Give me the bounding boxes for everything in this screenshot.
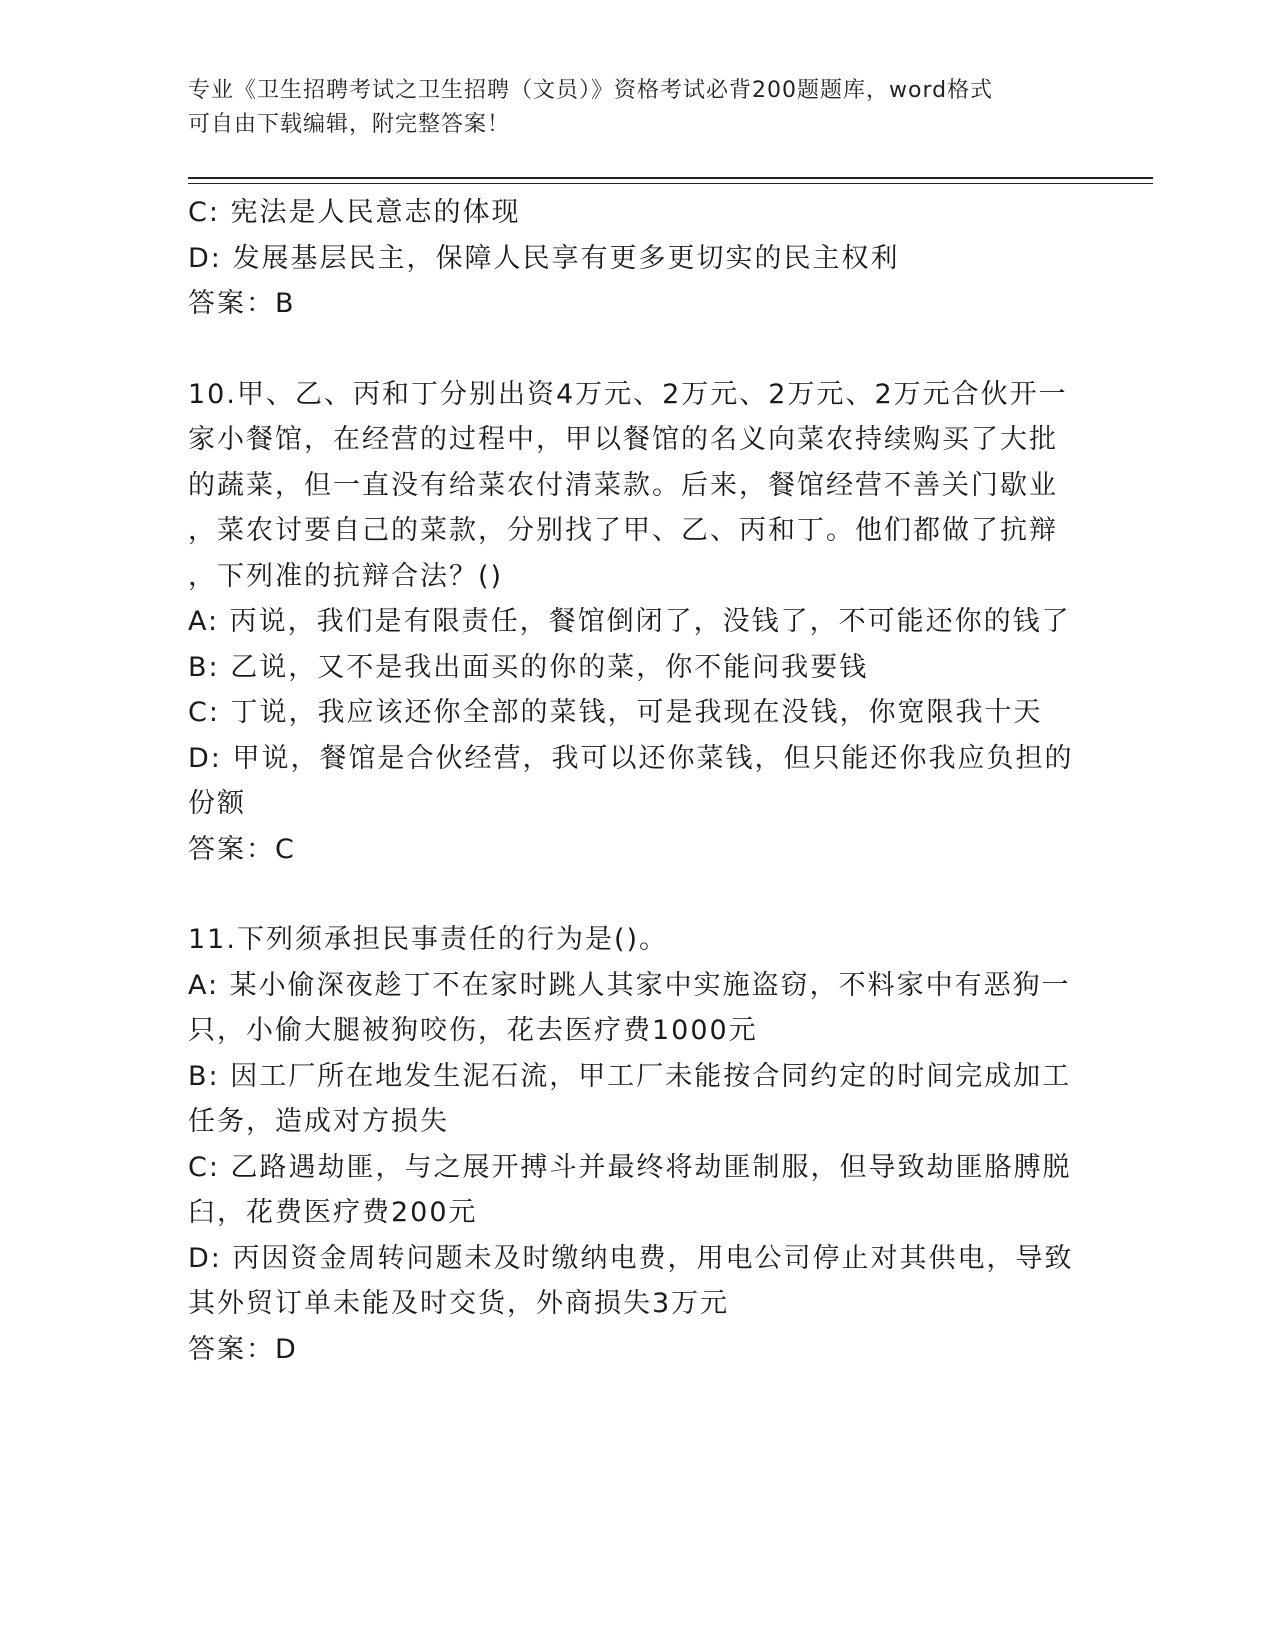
question-stem: 11.下列须承担民事责任的行为是()。 xyxy=(188,924,669,955)
header-line-2: 可自由下载编辑，附完整答案！ xyxy=(188,112,511,137)
document-body xyxy=(188,190,1088,1372)
option-a-continued: 只，小偷大腿被狗咬伤，花去医疗费1000元 xyxy=(188,1015,758,1046)
header-line-1: 专业《卫生招聘考试之卫生招聘（文员）》资格考试必背200题题库，word格式 xyxy=(188,78,994,103)
question-stem-line: ，下列准的抗辩合法？() xyxy=(188,560,504,592)
answer: 答案：D xyxy=(188,1333,298,1365)
option-d-continued: 份额 xyxy=(188,788,246,819)
spacer xyxy=(188,872,1088,917)
option-d: D: 丙因资金周转问题未及时缴纳电费，用电公司停止对其供电，导致 xyxy=(188,1242,1074,1274)
option-d: D: 发展基层民主，保障人民享有更多更切实的民主权利 xyxy=(188,242,900,274)
question-10 xyxy=(188,372,1088,873)
option-b-continued: 任务，造成对方损失 xyxy=(188,1106,449,1137)
spacer xyxy=(188,327,1088,372)
option-c: C: 乙路遇劫匪，与之展开搏斗并最终将劫匪制服，但导致劫匪胳膊脱 xyxy=(188,1151,1072,1183)
option-c: C: 丁说，我应该还你全部的菜钱，可是我现在没钱，你宽限我十天 xyxy=(188,697,1043,728)
header-rule-thick xyxy=(188,177,1153,179)
question-stem-line: 的蔬菜，但一直没有给菜农付清菜款。后来，餐馆经营不善关门歇业 xyxy=(188,469,1058,501)
option-a: A: 某小偷深夜趁丁不在家时跳人其家中实施盗窃，不料家中有恶狗一 xyxy=(188,969,1071,1001)
header-rule-thin xyxy=(188,183,1153,184)
answer: 答案：B xyxy=(188,288,296,319)
question-stem-line: 10.甲、乙、丙和丁分别出资4万元、2万元、2万元、2万元合伙开一 xyxy=(188,378,1068,410)
option-b: B: 因工厂所在地发生泥石流，甲工厂未能按合同约定的时间完成加工 xyxy=(188,1060,1072,1092)
document-header xyxy=(188,74,1088,142)
question-stem-line: ，菜农讨要自己的菜款，分别找了甲、乙、丙和丁。他们都做了抗辩 xyxy=(188,515,1058,546)
option-a: A: 丙说，我们是有限责任，餐馆倒闭了，没钱了，不可能还你的钱了 xyxy=(188,606,1071,637)
answer: 答案：C xyxy=(188,833,296,865)
option-c: C: 宪法是人民意志的体现 xyxy=(188,197,521,228)
question-9-continued xyxy=(188,190,1088,327)
option-d-continued: 其外贸订单未能及时交货，外商损失3万元 xyxy=(188,1288,730,1319)
option-d: D: 甲说，餐馆是合伙经营，我可以还你菜钱，但只能还你我应负担的 xyxy=(188,742,1074,774)
option-c-continued: 臼，花费医疗费200元 xyxy=(188,1197,478,1228)
question-stem-line: 家小餐馆，在经营的过程中，甲以餐馆的名义向菜农持续购买了大批 xyxy=(188,424,1058,455)
option-b: B: 乙说，又不是我出面买的你的菜，你不能问我要钱 xyxy=(188,651,869,683)
question-11 xyxy=(188,917,1088,1372)
